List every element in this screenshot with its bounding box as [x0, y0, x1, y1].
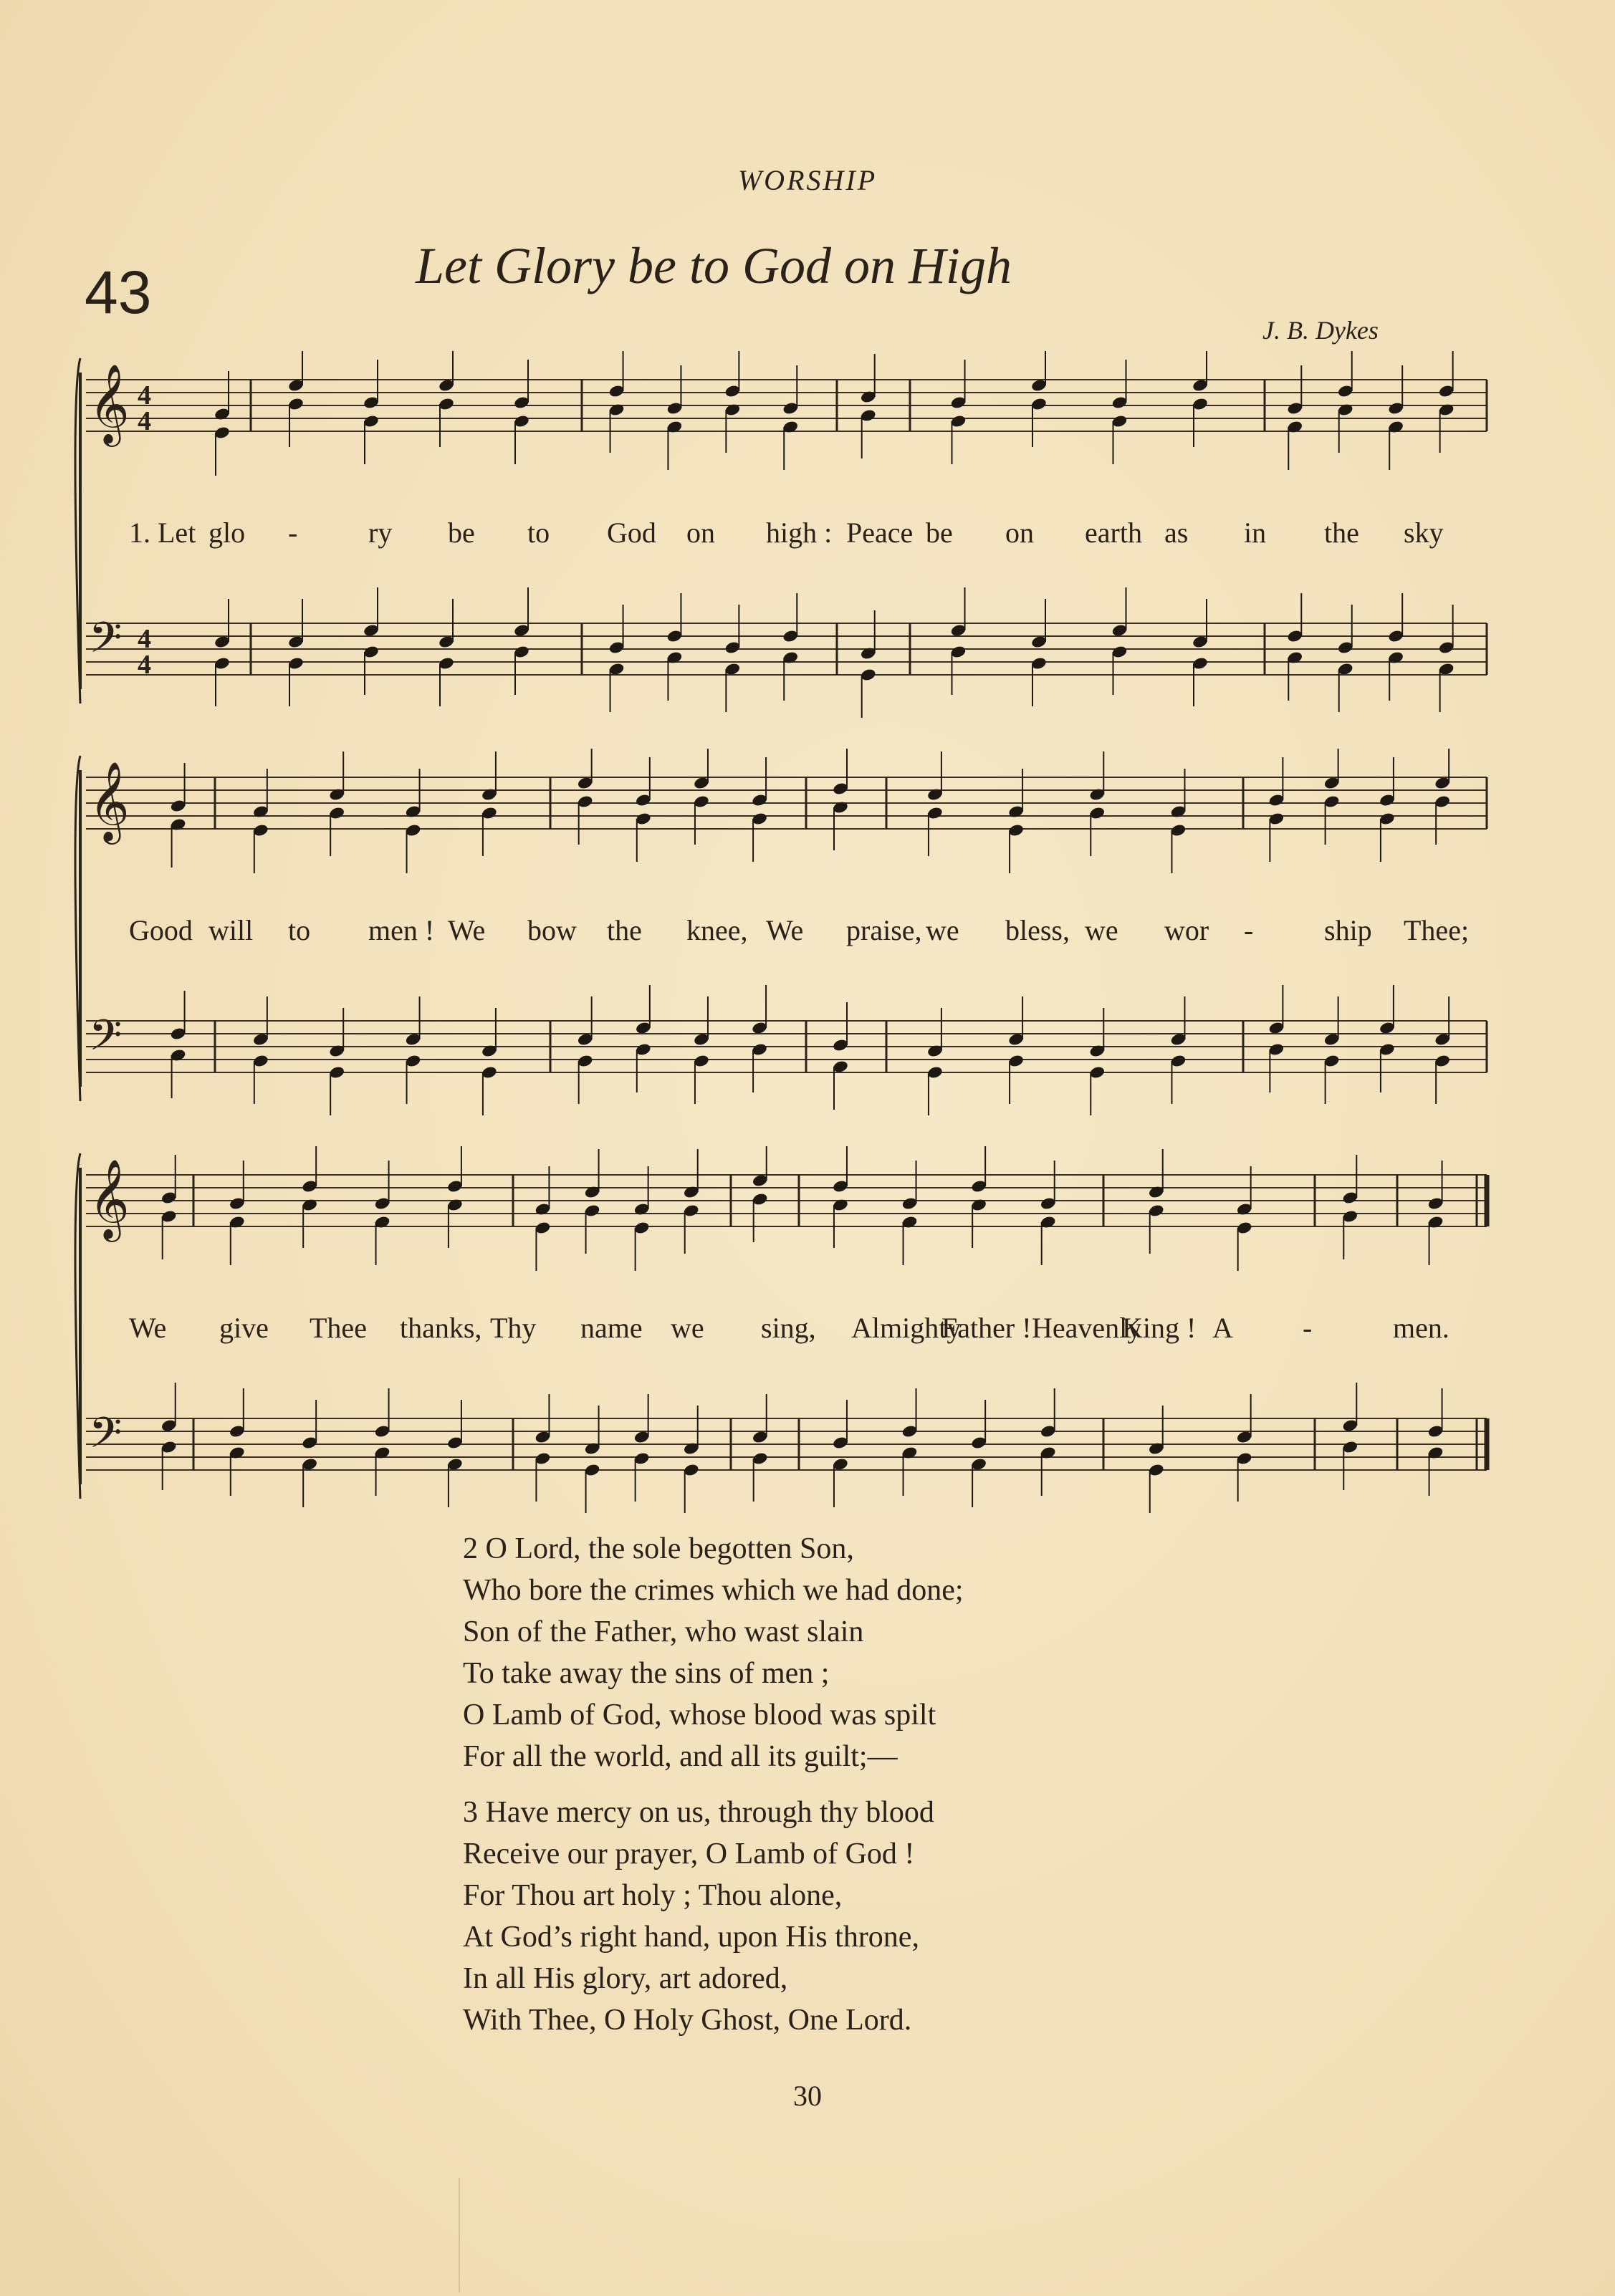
stanza-line: For Thou art holy ; Thou alone, [463, 1879, 843, 1912]
lyric-syllable: give [219, 1312, 269, 1344]
lyric-syllable: glo [209, 517, 246, 549]
lyric-syllable: praise, [846, 914, 922, 946]
lyric-syllable: be [448, 517, 475, 549]
lyric-syllable: on [1005, 517, 1034, 549]
lyric-syllable: Almighty [851, 1312, 962, 1344]
lyric-syllable: bow [527, 914, 577, 946]
bass-clef-icon: 𝄢 [89, 613, 123, 673]
lyric-syllable: we [1085, 914, 1118, 946]
lyric-syllable: men ! [368, 914, 435, 946]
lyric-syllable: ry [368, 517, 393, 549]
lyric-syllable: men. [1393, 1312, 1449, 1344]
lyric-syllable: name [580, 1312, 643, 1344]
stanza-line: In all His glory, art adored, [463, 1962, 788, 1995]
stanza-line: Who bore the crimes which we had done; [463, 1574, 964, 1607]
lyric-syllable: as [1164, 517, 1189, 549]
stanza-line: To take away the sins of men ; [463, 1657, 830, 1690]
lyric-syllable: ship [1324, 914, 1372, 946]
stanza-line: At God’s right hand, upon His throne, [463, 1921, 919, 1954]
time-signature-bottom: 4 [138, 650, 151, 680]
lyric-syllable: We [448, 914, 486, 946]
lyric-syllable: Thee [310, 1312, 367, 1344]
lyric-syllable: We [129, 1312, 167, 1344]
stanza-line: 2 O Lord, the sole begotten Son, [463, 1532, 854, 1565]
bass-clef-icon: 𝄢 [89, 1408, 123, 1468]
lyric-syllable: - [1303, 1312, 1313, 1344]
lyric-syllable: on [686, 517, 715, 549]
lyric-syllable: Thy [490, 1312, 537, 1344]
treble-clef-icon: 𝄞 [89, 363, 130, 443]
stanza-line: For all the world, and all its guilt;— [463, 1740, 898, 1773]
lyric-syllable: Good [129, 914, 193, 946]
lyric-syllable: God [607, 517, 656, 549]
lyric-syllable: sky [1404, 517, 1444, 549]
lyric-syllable: we [671, 1312, 704, 1344]
lyric-syllable: sing, [761, 1312, 816, 1344]
lyric-syllable: Thee; [1404, 914, 1470, 946]
lyric-syllable: to [288, 914, 311, 946]
lyric-syllable: knee, [686, 914, 748, 946]
lyric-syllable: Peace [846, 517, 914, 549]
additional-verses [463, 1528, 964, 2055]
time-signature-top: 4 [138, 380, 151, 410]
lyric-syllable: in [1244, 517, 1267, 549]
treble-clef-icon: 𝄞 [89, 761, 130, 841]
lyric-syllable: high : [766, 517, 833, 549]
stanza-line: Son of the Father, who wast slain [463, 1615, 864, 1648]
hymn-title: Let Glory be to God on High [416, 237, 1012, 294]
page-number: 30 [793, 2080, 822, 2112]
lyric-syllable: King ! [1122, 1312, 1197, 1344]
treble-clef-icon: 𝄞 [89, 1158, 130, 1239]
lyric-syllable: bless, [1005, 914, 1070, 946]
stanza-line: Receive our prayer, O Lamb of God ! [463, 1838, 915, 1870]
section-heading: WORSHIP [737, 164, 878, 196]
bass-clef-icon: 𝄢 [89, 1010, 123, 1070]
page-crease [459, 2178, 460, 2292]
lyric-syllable: wor [1164, 914, 1209, 946]
lyric-syllable: We [766, 914, 804, 946]
stanza-line: With Thee, O Holy Ghost, One Lord. [463, 2004, 912, 2037]
hymn-number: 43 [85, 259, 152, 326]
time-signature-bottom: 4 [138, 406, 151, 436]
stanza-line: O Lamb of God, whose blood was spilt [463, 1699, 936, 1731]
lyric-syllable: thanks, [400, 1312, 482, 1344]
lyric-syllable: - [288, 517, 298, 549]
lyric-syllable: be [926, 517, 953, 549]
time-signature-top: 4 [138, 624, 151, 654]
lyric-line-2 [72, 913, 1505, 949]
lyric-syllable: earth [1085, 517, 1142, 549]
lyric-syllable: will [209, 914, 254, 946]
stanza-line: 3 Have mercy on us, through thy blood [463, 1796, 934, 1829]
music-system-1 [72, 351, 1505, 738]
lyric-syllable: to [527, 517, 550, 549]
lyric-syllable: - [1244, 914, 1254, 946]
lyric-syllable: the [1324, 517, 1359, 549]
lyric-syllable: Heavenly [1032, 1312, 1142, 1344]
stanza-3 [463, 1792, 964, 2041]
lyric-line-1 [72, 516, 1505, 552]
lyric-syllable: Father ! [941, 1312, 1032, 1344]
lyric-syllable: we [926, 914, 959, 946]
lyric-line-3 [72, 1311, 1505, 1347]
stanza-2 [463, 1528, 964, 1777]
lyric-syllable: A [1212, 1312, 1233, 1344]
lyric-syllable: 1. Let [129, 517, 196, 549]
music-system-3 [72, 1146, 1505, 1533]
music-system-2 [72, 749, 1505, 1135]
lyric-syllable: the [607, 914, 642, 946]
composer-credit: J. B. Dykes [1262, 316, 1379, 345]
